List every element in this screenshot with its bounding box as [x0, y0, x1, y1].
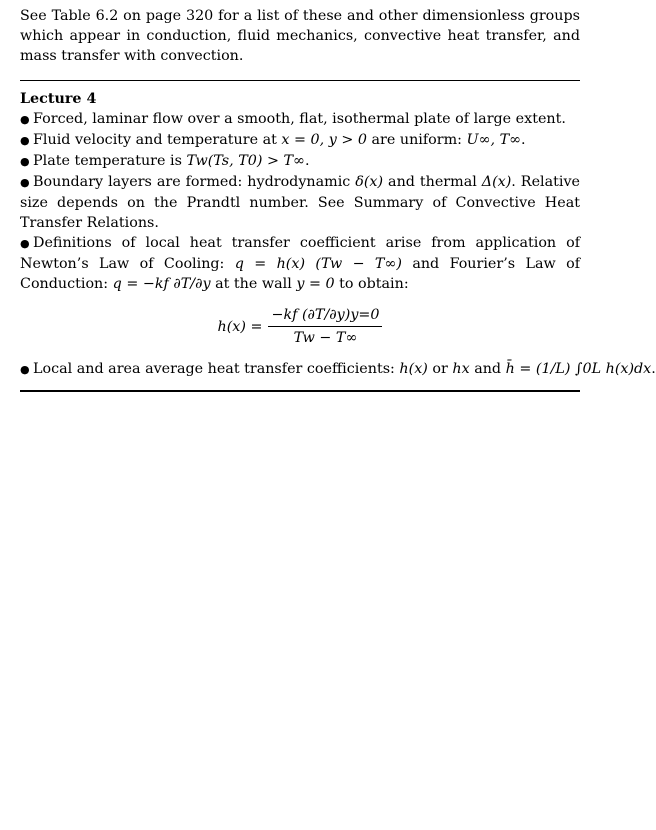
inline-math: Δ(x) [481, 174, 512, 190]
bullet-icon: ● [20, 237, 30, 250]
top-divider [20, 80, 580, 81]
equation-denominator: Tw − T∞ [293, 330, 358, 346]
inline-math: x = 0, y > 0 [281, 132, 367, 148]
htc-equation [20, 306, 580, 347]
inline-math: hx [452, 361, 470, 377]
document-page [20, 6, 656, 392]
inline-math: y = 0 [296, 276, 335, 292]
bullet-forced-flow: ● Forced, laminar flow over a smooth, flat, isothermal plate of large extent. [20, 109, 580, 130]
inline-math: U∞, T∞ [466, 132, 522, 148]
intro-paragraph: See Table 6.2 on page 320 for a list of these and other dimensionless groups which appear in conduction, fluid mechanics, convective heat transfer, and mass transfer with convection. [20, 8, 580, 64]
inline-math: q = −kf ∂T/∂y [112, 276, 211, 292]
bottom-divider [20, 390, 580, 392]
bullet-icon: ● [20, 113, 30, 126]
inline-math: h(x) [399, 361, 428, 377]
equation-fraction [268, 306, 382, 347]
bullet-uniform-inlet: ● Fluid velocity and temperature at x = 0, y > 0 are uniform: U∞, T∞. [20, 130, 580, 151]
bullet-boundary-layers: ● Boundary layers are formed: hydrodynamic δ(x) and thermal Δ(x). Relative size depends on the Prandtl number. See Summary of Convective Heat Transfer Relations. [20, 174, 580, 231]
bullet-icon: ● [20, 176, 30, 189]
inline-math: δ(x) [355, 174, 384, 190]
inline-math: h̄ = (1/L) ∫0L h(x)dx [505, 361, 652, 377]
bullet-average-htc: ● Local and area average heat transfer coefficients: h(x) or hx and h̄ = (1/L) ∫0L h(x)dx. [20, 359, 580, 380]
inline-math: q = h(x) (Tw − T∞) [234, 256, 402, 272]
bullet-icon: ● [20, 363, 30, 376]
bullet-plate-temperature: ● Plate temperature is Tw(Ts, T0) > T∞. [20, 151, 580, 172]
inline-math: Tw(Ts, T0) > T∞ [186, 153, 305, 169]
equation-numerator: −kf (∂T/∂y)y=0 [268, 306, 382, 327]
bullet-icon: ● [20, 134, 30, 147]
bullet-icon: ● [20, 155, 30, 168]
equation-lhs: h(x) = [217, 318, 263, 335]
bullet-htc-definition: ● Definitions of local heat transfer coefficient arise from application of Newton’s Law of Cooling: q = h(x) (Tw − T∞) and Fourier’s Law of Conduction: q = −kf ∂T/∂y at the wall y = 0 to obtain: [20, 235, 580, 292]
lecture-heading: Lecture 4 [20, 91, 97, 107]
